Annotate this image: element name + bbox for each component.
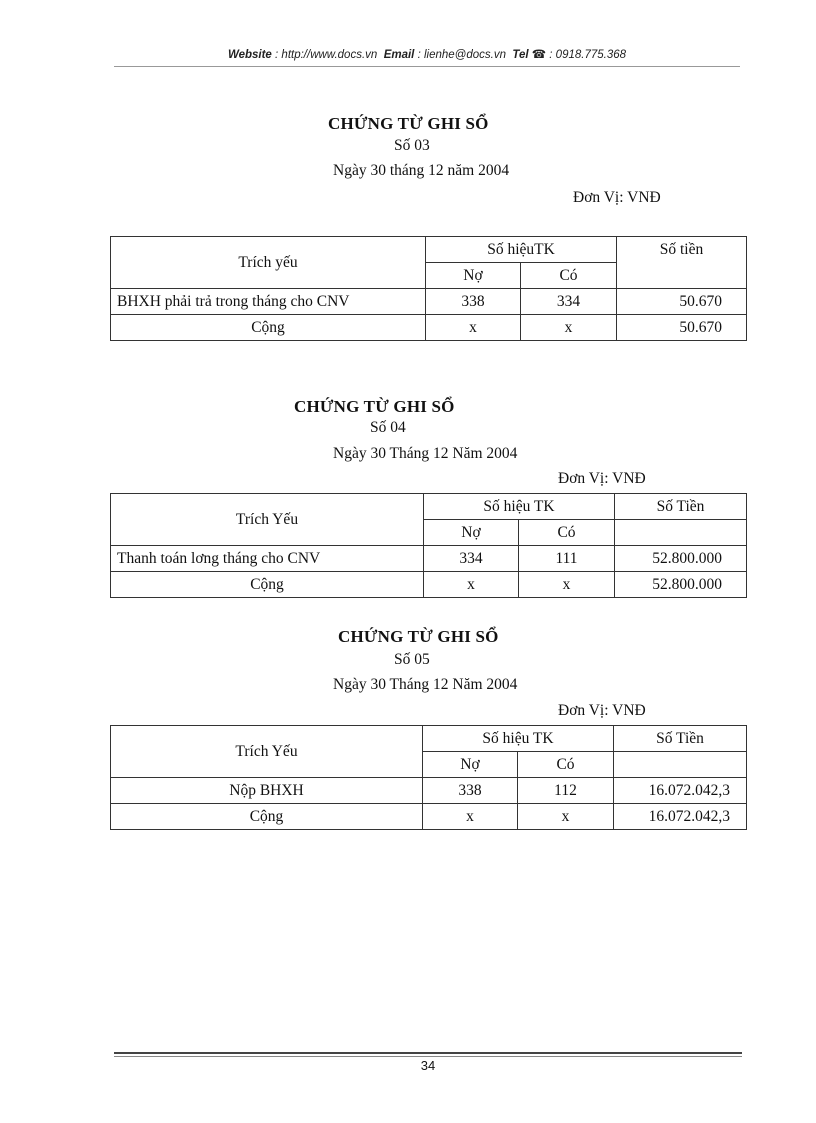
- voucher-05-number: Số 05: [394, 651, 430, 668]
- website-label: Website: [227, 49, 272, 61]
- voucher-05-unit: Đơn Vị: VNĐ: [558, 702, 646, 719]
- col-header-account: Số hiệu TK: [424, 494, 615, 520]
- row-amount: 50.670: [617, 289, 747, 315]
- row-amount: 52.800.000: [615, 572, 747, 598]
- table-total-row: [111, 315, 747, 341]
- row-description: Cộng: [111, 315, 426, 341]
- voucher-04-unit: Đơn Vị: VNĐ: [558, 470, 646, 487]
- table-header-row: [111, 726, 747, 752]
- row-debit: 338: [426, 289, 521, 315]
- email-address[interactable]: : lienhe@docs.vn: [417, 49, 506, 61]
- voucher-03-table: [110, 236, 747, 341]
- col-header-account: Số hiệuTK: [426, 237, 617, 263]
- row-credit: x: [518, 804, 614, 830]
- table-header-row: [111, 494, 747, 520]
- col-header-credit: Có: [521, 263, 617, 289]
- row-amount: 16.072.042,3: [614, 778, 747, 804]
- row-amount: 50.670: [617, 315, 747, 341]
- site-header: [114, 47, 740, 61]
- page-number: 34: [420, 1058, 436, 1073]
- col-header-amount: Số Tiền: [615, 494, 747, 520]
- row-description: Nộp BHXH: [111, 778, 423, 804]
- tel-label: Tel: [512, 49, 529, 61]
- voucher-03-title: CHỨNG TỪ GHI SỔ: [328, 114, 489, 133]
- col-header-debit: Nợ: [423, 752, 518, 778]
- row-amount: 16.072.042,3: [614, 804, 747, 830]
- row-amount: 52.800.000: [615, 546, 747, 572]
- voucher-05-date: Ngày 30 Tháng 12 Năm 2004: [333, 676, 518, 693]
- header-divider: [114, 66, 740, 67]
- phone-icon: ☎: [531, 49, 547, 61]
- row-debit: x: [423, 804, 518, 830]
- row-credit: x: [521, 315, 617, 341]
- col-header-debit: Nợ: [426, 263, 521, 289]
- footer-divider: [114, 1052, 742, 1054]
- table-total-row: [111, 804, 747, 830]
- voucher-04-number: Số 04: [370, 419, 406, 436]
- row-description: BHXH phải trả trong tháng cho CNV: [111, 289, 426, 315]
- row-description: Cộng: [111, 572, 424, 598]
- empty-cell: [614, 752, 747, 778]
- voucher-03-date: Ngày 30 tháng 12 năm 2004: [333, 162, 510, 179]
- col-header-amount: Số tiền: [617, 237, 747, 289]
- phone-number: : 0918.775.368: [549, 49, 627, 61]
- row-debit: x: [424, 572, 519, 598]
- row-description: Cộng: [111, 804, 423, 830]
- col-header-description: Trích Yếu: [111, 726, 423, 778]
- col-header-debit: Nợ: [424, 520, 519, 546]
- col-header-account: Số hiệu TK: [423, 726, 614, 752]
- row-debit: x: [426, 315, 521, 341]
- website-url[interactable]: : http://www.docs.vn: [275, 49, 378, 61]
- table-row: [111, 289, 747, 315]
- table-row: [111, 778, 747, 804]
- row-debit: 334: [424, 546, 519, 572]
- voucher-05-table: [110, 725, 747, 830]
- voucher-05-title: CHỨNG TỪ GHI SỔ: [338, 627, 499, 646]
- col-header-description: Trích yếu: [111, 237, 426, 289]
- col-header-amount: Số Tiền: [614, 726, 747, 752]
- voucher-03-number: Số 03: [394, 137, 430, 154]
- table-total-row: [111, 572, 747, 598]
- row-debit: 338: [423, 778, 518, 804]
- row-credit: 334: [521, 289, 617, 315]
- footer-divider-thin: [114, 1056, 742, 1057]
- table-row: [111, 546, 747, 572]
- table-header-row: [111, 237, 747, 263]
- email-label: Email: [383, 49, 415, 61]
- row-description: Thanh toán lơng tháng cho CNV: [111, 546, 424, 572]
- voucher-04-date: Ngày 30 Tháng 12 Năm 2004: [333, 445, 518, 462]
- row-credit: 112: [518, 778, 614, 804]
- col-header-description: Trích Yếu: [111, 494, 424, 546]
- voucher-04-title: CHỨNG TỪ GHI SỔ: [294, 397, 455, 416]
- row-credit: 111: [519, 546, 615, 572]
- col-header-credit: Có: [519, 520, 615, 546]
- voucher-04-table: [110, 493, 747, 598]
- voucher-03-unit: Đơn Vị: VNĐ: [573, 189, 661, 206]
- row-credit: x: [519, 572, 615, 598]
- empty-cell: [615, 520, 747, 546]
- col-header-credit: Có: [518, 752, 614, 778]
